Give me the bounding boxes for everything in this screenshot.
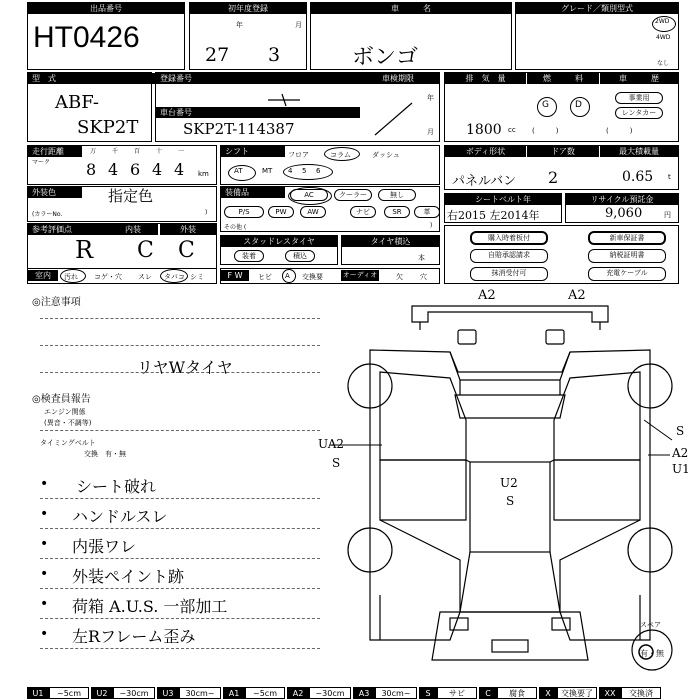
model-line2: SKP2T [77, 117, 139, 138]
studless-header: スタッドレスタイヤ [221, 236, 337, 247]
diagram-rear-bumper [432, 612, 588, 660]
shift-mt: MT [262, 167, 273, 175]
inspector-item: 左Rフレーム歪み [72, 627, 196, 646]
fw-chip: ヒビ [258, 273, 272, 281]
tire-unit: 本 [418, 254, 425, 262]
legend-value: サビ [437, 687, 477, 699]
equipment-other-close: ) [430, 222, 433, 229]
equipment-item: ナビ [350, 206, 376, 218]
diagram-headlight-left [458, 330, 476, 344]
color-header: 外装色 [28, 187, 82, 198]
mileage-mark-label: マーク [32, 159, 51, 166]
lot-number: HT0426 [33, 21, 140, 54]
diagram-right-panel [554, 460, 640, 520]
drive-2wd: 2WD [655, 18, 670, 25]
diagram-mark-left-1: UA2 [318, 437, 345, 451]
engine-label: エンジン関係 [44, 408, 86, 416]
mileage-digit: 4 [174, 160, 185, 179]
diagram-mark-center-1: U2 [500, 476, 518, 490]
displacement-value: 1800 [466, 122, 502, 138]
timing-value: 交換 有・無 [84, 450, 126, 458]
diagram-windshield [455, 395, 565, 418]
equipment-other: その他 ( [224, 224, 247, 231]
inspection-header: 車検期限 [357, 73, 439, 84]
seatbelt-value: 右2015 左2014年 [447, 209, 540, 222]
studless-loaded: 積込 [285, 250, 315, 262]
diagram-mark-right-s: S [676, 424, 685, 438]
studless-mounted: 装着 [234, 250, 264, 262]
shift-speed: 5 [302, 167, 307, 175]
legend-key: U2 [91, 687, 113, 699]
inspector-item: 外装ペイント跡 [72, 567, 185, 586]
equipment-item: PW [268, 206, 294, 218]
equipment-ac-option: クーラー [334, 189, 372, 201]
inspection-month-unit: 月 [427, 128, 434, 136]
legend-key: U1 [27, 687, 49, 699]
inspector-item: ハンドルスレ [72, 507, 168, 526]
timing-label: タイミングベルト [40, 439, 96, 447]
mileage-unit: 十 [156, 148, 163, 155]
lot-number-header: 出品番号 [28, 3, 184, 14]
color-no-label: (カラーNo. [32, 211, 63, 218]
legend-key: A3 [353, 687, 375, 699]
first-reg-month: 3 [268, 44, 281, 66]
shift-speed: 4 [288, 167, 293, 175]
first-reg-month-unit: 月 [295, 21, 302, 29]
shift-option: ダッシュ [372, 151, 400, 159]
shift-option: コラム [330, 151, 351, 159]
diagram-plate [492, 640, 528, 652]
legend-key: C [479, 687, 497, 699]
mileage-digit: 4 [152, 160, 163, 179]
color-no-close: ) [205, 209, 208, 216]
audio-missing: 欠 [396, 273, 403, 281]
load-value: 0.65 [622, 169, 654, 185]
audio-header: オーディオ [342, 271, 378, 279]
inspector-item: 荷箱 A.U.S. 一部加工 [72, 597, 228, 616]
inspector-item: シート破れ [76, 477, 157, 496]
history-rental: レンタカー [615, 107, 663, 119]
legend-key: A2 [287, 687, 309, 699]
equipment-ac-option: AC [290, 189, 328, 201]
chassis-header: 車台番号 [156, 107, 360, 118]
equipment-item: AW [300, 206, 326, 218]
diagram-left-panel [380, 460, 466, 520]
diagram-left-door [380, 372, 466, 460]
grade-header: グレード／類別型式 [516, 3, 678, 14]
km-unit: km [198, 170, 209, 178]
shift-at: AT [234, 167, 243, 175]
history-paren: ( ) [606, 127, 633, 135]
displacement-header: 排 気 量 [445, 73, 526, 84]
diagram-tail-left [450, 618, 468, 630]
fuel-g: G [542, 100, 549, 110]
equipment-item: SR [384, 206, 410, 218]
first-reg-year: 27 [205, 44, 230, 66]
recycle-unit: 円 [664, 211, 671, 219]
fw-a: A [285, 272, 290, 280]
mileage-digit: 4 [108, 160, 119, 179]
mileage-digit: 8 [86, 160, 97, 179]
inspector-bullet: • [40, 536, 49, 552]
diagram-mark-top-left: A2 [478, 288, 496, 303]
legend-value: 交換要了 [557, 687, 597, 699]
doors-header: ドア数 [527, 146, 599, 157]
recycle-header: リサイクル預託金 [566, 194, 678, 205]
first-registration-header: 初年度登録 [190, 3, 306, 14]
spare-label: スペア [640, 621, 661, 629]
drive-4wd: 4WD [656, 34, 671, 41]
load-unit: t [668, 173, 671, 181]
service-item: 新車保証書 [588, 231, 666, 245]
diagram-headlight-right [546, 330, 564, 344]
legend-value: 30cm~ [375, 687, 417, 699]
fuel-header: 燃 料 [527, 73, 599, 84]
mileage-unit: 百 [134, 148, 141, 155]
mileage-unit: 千 [112, 148, 119, 155]
load-header: 最大積載量 [600, 146, 678, 157]
equipment-ac-option: 無し [378, 189, 416, 201]
interior-cond-item: コゲ・穴 [94, 273, 122, 281]
inspector-item: 内張ワレ [72, 537, 137, 556]
color-value: 指定色 [108, 187, 154, 205]
inspector-bullet: • [40, 476, 49, 492]
shift-option: フロア [288, 151, 309, 159]
diagram-mark-right-u1: U1 [672, 462, 690, 476]
tire-header: タイヤ積込 [342, 236, 439, 247]
body-type-header: ボディ形状 [445, 146, 526, 157]
mileage-digit: 6 [130, 160, 141, 179]
inspector-label: ◎検査員報告 [32, 394, 91, 405]
interior-cond-header: 室内 [28, 270, 58, 281]
interior-cond-item: 汚れ [64, 273, 78, 281]
legend-value: 30cm~ [179, 687, 221, 699]
fw-swap: 交換要 [302, 273, 323, 281]
model-line1: ABF- [55, 92, 99, 113]
equipment-header: 装備品 [221, 187, 285, 198]
cc-unit: cc [508, 126, 516, 134]
shift-speed: 6 [316, 167, 321, 175]
diagram-mark-right-a2: A2 [672, 446, 689, 460]
service-item: 充電ケーブル [588, 267, 666, 281]
legend-key: U3 [157, 687, 179, 699]
reg-no-header: 登録番号 [156, 73, 360, 84]
diagram-tail-right [552, 618, 570, 630]
service-item: 購入時着板付 [470, 231, 548, 245]
interior-cond-item: シミ [190, 273, 204, 281]
chassis-number: SKP2T-114387 [183, 120, 295, 138]
doors-value: 2 [548, 168, 559, 187]
fuel-paren: ( ) [532, 127, 559, 135]
mileage-header: 走行距離 [28, 146, 82, 157]
drive-none: なし [657, 60, 670, 67]
first-reg-year-unit: 年 [236, 21, 243, 29]
inspector-bullet: • [40, 506, 49, 522]
service-item: 抹消受付可 [470, 267, 548, 281]
audio-hole: 穴 [420, 273, 427, 281]
legend-value: ~5cm [49, 687, 89, 699]
exterior-score-header: 外装 [160, 224, 216, 235]
diagram-mark-left-2: S [332, 456, 341, 470]
fw-header: F W [221, 270, 249, 281]
history-header: 車 歴 [600, 73, 678, 84]
shift-header: シフト [221, 146, 285, 157]
diagram-mark-top-right: A2 [568, 288, 586, 303]
diagram-right-door [554, 372, 640, 460]
history-commercial: 事業用 [615, 92, 663, 104]
legend-value: ~30cm [113, 687, 155, 699]
diagram-mark-line-right1 [644, 420, 672, 440]
fuel-d: D [575, 100, 582, 110]
model-header: 型 式 [28, 73, 155, 84]
legend-value: ~30cm [309, 687, 351, 699]
car-name: ボンゴ [352, 45, 419, 70]
engine-sub: (異音・不調等) [44, 419, 92, 427]
spare-options: 有・無 [640, 649, 664, 658]
interior-score-header: 内装 [108, 224, 158, 235]
recycle-value: 9,060 [605, 206, 643, 221]
legend-value: 交換済 [621, 687, 661, 699]
service-item: 納税証明書 [588, 249, 666, 263]
diagram-hood [450, 352, 570, 380]
car-name-header: 車 名 [311, 3, 511, 14]
overall-score: R [75, 236, 94, 264]
mileage-unit: 一 [178, 148, 185, 155]
legend-key: S [419, 687, 437, 699]
equipment-item: 革 [414, 206, 440, 218]
exterior-score: C [178, 238, 195, 263]
legend-key: A1 [223, 687, 245, 699]
notes-text: リヤWタイヤ [137, 358, 233, 377]
notes-label: ◎注意事項 [32, 297, 81, 308]
legend-value: ~5cm [245, 687, 285, 699]
body-type: パネルバン [452, 174, 517, 189]
inspector-bullet: • [40, 566, 49, 582]
seatbelt-header: シートベルト年 [445, 194, 561, 205]
equipment-item: P/S [224, 206, 264, 218]
legend-key: XX [599, 687, 621, 699]
inspector-bullet: • [40, 596, 49, 612]
inspection-year-unit: 年 [427, 94, 434, 102]
service-item: 自賠承認請求 [470, 249, 548, 263]
legend-key: X [539, 687, 557, 699]
diagram-front-bumper [412, 306, 608, 322]
overall-score-header: 参考評価点 [28, 224, 110, 235]
interior-score: C [137, 238, 154, 263]
interior-cond-item: タバコ [164, 273, 185, 281]
legend-value: 腐食 [497, 687, 537, 699]
diagram-mark-center-2: S [506, 494, 515, 508]
inspector-bullet: • [40, 626, 49, 642]
interior-cond-item: スレ [138, 273, 152, 281]
mileage-unit: 万 [90, 148, 97, 155]
